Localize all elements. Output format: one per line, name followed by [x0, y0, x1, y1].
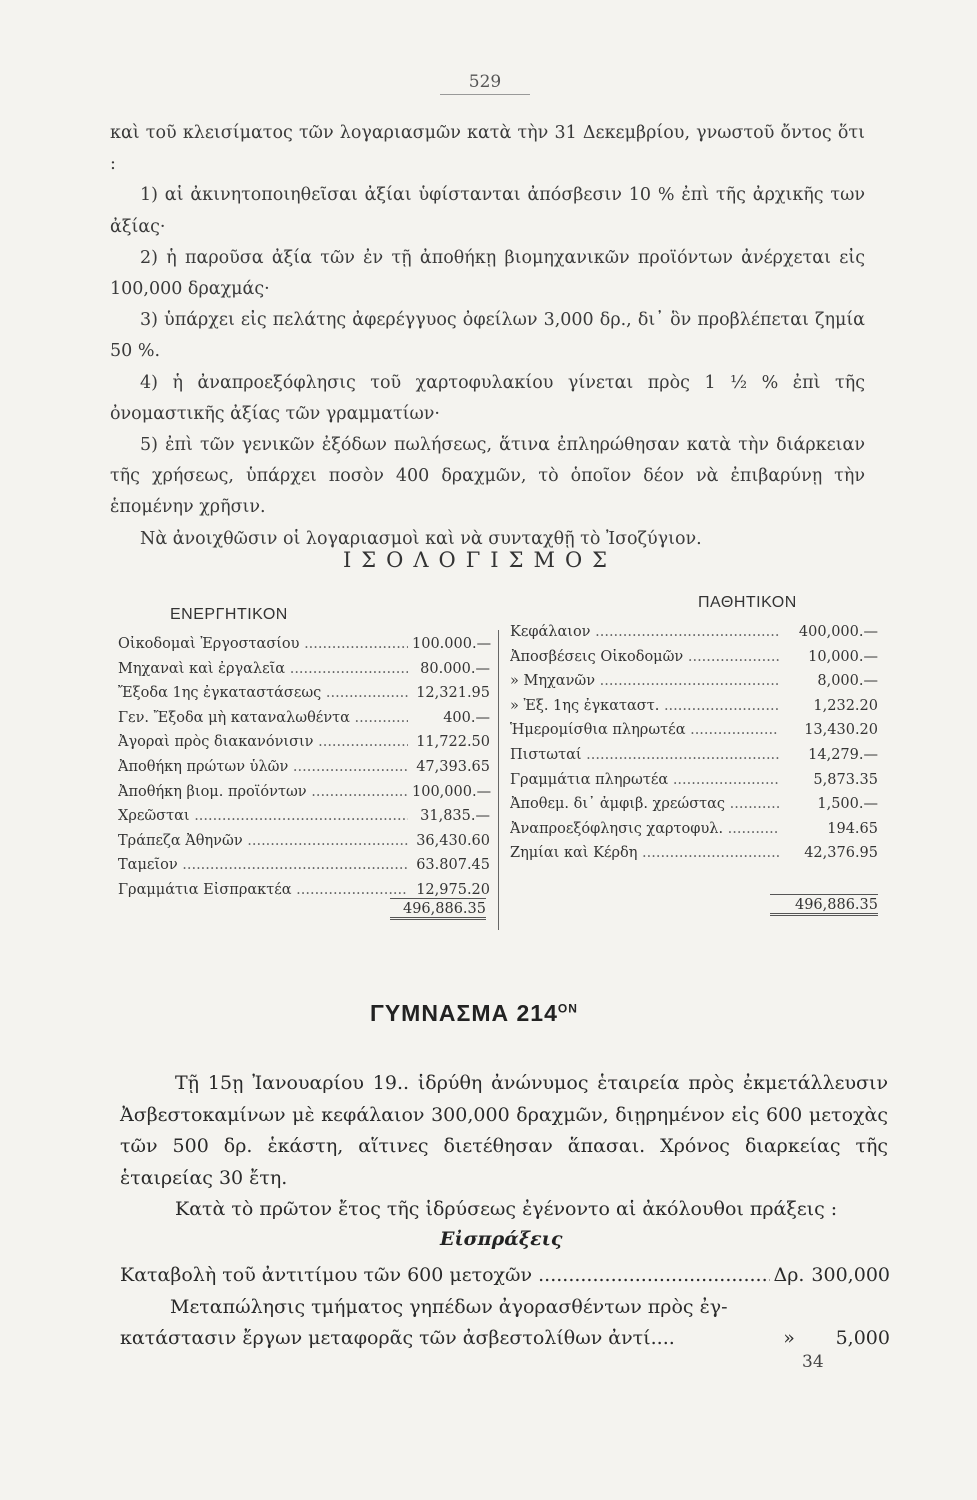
asset-label: Ἀποθήκη βιομ. προϊόντων ..... — [118, 784, 408, 800]
liabilities-table — [510, 624, 878, 870]
asset-row — [118, 759, 490, 784]
liability-value: 5,873.35 — [813, 771, 878, 788]
condition-4: 4) ἡ ἀναπροεξόφλησις τοῦ χαρτοφυλακίου γίνεται πρὸς 1 ½ % ἐπὶ τῆς ὀνομαστικῆς ἀξίας τῶν γραμματίων· — [110, 372, 865, 424]
asset-value: 80.000.— — [420, 660, 490, 677]
liability-value: 1,500.— — [817, 796, 878, 813]
liability-label: Κεφάλαιον ..... — [510, 624, 779, 640]
liabilities-heading: ΠΑΘΗΤΙΚΟΝ — [698, 594, 797, 611]
asset-row — [118, 685, 490, 710]
assets-table — [118, 636, 490, 907]
liability-label: » Ἐξ. 1ης ἐγκαταστ. ..... — [510, 698, 779, 714]
asset-label: Ταμεῖον ..... — [118, 857, 408, 873]
liabilities-total: 496,886.35 — [770, 894, 878, 916]
liability-label: » Μηχανῶν ..... — [510, 673, 779, 689]
asset-value: 63.807.45 — [416, 857, 490, 874]
sheet-signature-number: 34 — [802, 1352, 824, 1372]
liability-row — [510, 747, 878, 772]
asset-value: 400.— — [443, 709, 490, 726]
asset-label: Ἀγοραὶ πρὸς διακανόνισιν ..... — [118, 734, 408, 750]
exercise-paragraph-1: Τῇ 15ῃ Ἰανουαρίου 19.. ἱδρύθη ἀνώνυμος ἑταιρεία πρὸς ἐκμετάλλευσιν Ἀσβεστοκαμίνων μὲ κεφάλαιον 300,000 δραχμῶν, διῃρημένον εἰς 600 μετοχὰς τῶν 500 δρ. ἑκάστη, αἵτινες διετέθησαν ἅπασαι. Χρόνος διαρκείας τῆς ἑταιρείας 30 ἔτη. — [120, 1072, 888, 1189]
liability-row — [510, 649, 878, 674]
asset-row — [118, 784, 490, 809]
asset-row — [118, 857, 490, 882]
receipt-label: κατάστασιν ἔργων μεταφορᾶς τῶν ἀσβεστολίθων ἀντί.... — [120, 1327, 675, 1349]
receipt-currency: Δρ. — [773, 1264, 805, 1286]
asset-value: 11,722.50 — [416, 734, 490, 751]
receipt-currency: » — [783, 1327, 795, 1349]
exercise-title-text: ΓΥΜΝΑΣΜΑ 214 — [370, 1000, 558, 1026]
liability-value: 14,279.— — [808, 746, 878, 763]
page-number: 529 — [440, 72, 530, 95]
asset-row — [118, 636, 490, 661]
liability-value: 10,000.— — [808, 648, 878, 665]
exercise-title — [370, 1000, 670, 1027]
column-divider — [498, 630, 499, 930]
receipt-label: Μεταπώλησις τμήματος γηπέδων ἀγορασθέντων πρὸς ἐγ- — [170, 1295, 728, 1318]
asset-row — [118, 710, 490, 735]
liability-row — [510, 698, 878, 723]
condition-1: 1) αἱ ἀκινητοποιηθεῖσαι ἀξίαι ὑφίστανται ἀπόσβεσιν 10 % ἐπὶ τῆς ἀρχικῆς των ἀξίας· — [110, 185, 865, 237]
liability-label: Ζημίαι καὶ Κέρδη ..... — [510, 845, 779, 861]
liability-row — [510, 722, 878, 747]
closing-instruction: Νὰ ἀνοιχθῶσιν οἱ λογαριασμοὶ καὶ νὰ συνταχθῇ τὸ Ἰσοζύγιον. — [140, 528, 702, 549]
asset-label: Τράπεζα Ἀθηνῶν ..... — [118, 833, 408, 849]
receipts-list — [120, 1260, 890, 1355]
assets-heading: ΕΝΕΡΓΗΤΙΚΟΝ — [170, 606, 288, 623]
liability-row — [510, 624, 878, 649]
balance-sheet-title: ΙΣΟΛΟΓΙΣΜΟΣ — [342, 548, 618, 572]
asset-row — [118, 661, 490, 686]
asset-label: Γραμμάτια Εἰσπρακτέα ..... — [118, 882, 408, 898]
liability-value: 1,232.20 — [813, 697, 878, 714]
receipt-entry-line — [120, 1292, 890, 1324]
asset-value: 12,321.95 — [416, 685, 490, 702]
liability-row — [510, 796, 878, 821]
asset-label: Οἰκοδομαὶ Ἐργοστασίου ..... — [118, 636, 408, 652]
asset-row — [118, 833, 490, 858]
asset-value: 47,393.65 — [416, 758, 490, 775]
liability-label: Γραμμάτια πληρωτέα ..... — [510, 772, 779, 788]
liability-row — [510, 772, 878, 797]
liability-row — [510, 845, 878, 870]
asset-value: 100,000.— — [412, 783, 492, 800]
exercise-title-suffix: ΟΝ — [557, 1001, 578, 1016]
asset-row — [118, 808, 490, 833]
asset-label: Ἀποθήκη πρώτων ὑλῶν ..... — [118, 759, 408, 775]
receipt-amount: 5,000 — [835, 1327, 890, 1349]
liability-value: 194.65 — [827, 820, 878, 837]
liability-label: Ἀποσβέσεις Οἰκοδομῶν ..... — [510, 649, 779, 665]
asset-value: 12,975.20 — [416, 881, 490, 898]
condition-3: 3) ὑπάρχει εἰς πελάτης ἀφερέγγυος ὀφείλων 3,000 δρ., δι᾽ ὃν προβλέπεται ζημία 50 %. — [110, 310, 865, 362]
condition-2: 2) ἡ παροῦσα ἀξία τῶν ἐν τῇ ἀποθήκῃ βιομηχανικῶν προϊόντων ἀνέρχεται εἰς 100,000 δραχμάς· — [110, 247, 865, 300]
asset-label: Γεν. Ἔξοδα μὴ καταναλωθέντα ..... — [118, 710, 408, 726]
liability-label: Πιστωταί ..... — [510, 747, 779, 763]
liability-label: Ἡμερομίσθια πληρωτέα ..... — [510, 722, 779, 738]
receipt-label: Καταβολὴ τοῦ ἀντιτίμου τῶν 600 μετοχῶν ..... — [120, 1260, 770, 1292]
liability-value: 400,000.— — [798, 624, 878, 640]
liability-value: 8,000.— — [817, 673, 878, 690]
liability-value: 42,376.95 — [804, 845, 878, 862]
condition-5: 5) ἐπὶ τῶν γενικῶν ἐξόδων πωλήσεως, ἅτινα ἐπληρώθησαν κατὰ τὴν διάρκειαν τῆς χρήσεως, ὑπάρχει ποσὸν 400 δραχμῶν, τὸ ὁποῖον δέον νὰ ἐπιβαρύνῃ τὴν ἑπομένην χρῆσιν. — [110, 435, 865, 518]
exercise-paragraph-2: Κατὰ τὸ πρῶτον ἔτος τῆς ἱδρύσεως ἐγένοντο αἱ ἀκόλουθοι πράξεις : — [175, 1198, 838, 1220]
asset-value: 36,430.60 — [416, 832, 490, 849]
asset-label: Χρεῶσται ..... — [118, 808, 408, 824]
liability-value: 13,430.20 — [804, 722, 878, 739]
assets-total: 496,886.35 — [390, 898, 486, 920]
asset-value: 31,835.— — [420, 808, 490, 825]
exercise-statement — [120, 1068, 888, 1226]
liability-row — [510, 673, 878, 698]
receipt-entry — [120, 1323, 890, 1355]
asset-label: Ἔξοδα 1ης ἐγκαταστάσεως ..... — [118, 685, 408, 701]
receipt-entry — [120, 1260, 890, 1292]
liability-row — [510, 821, 878, 846]
asset-row — [118, 734, 490, 759]
receipt-amount: 300,000 — [811, 1264, 890, 1286]
problem-statement — [110, 118, 865, 555]
intro-line: καὶ τοῦ κλεισίματος τῶν λογαριασμῶν κατὰ τὴν 31 Δεκεμβρίου, γνωστοῦ ὄντος ὅτι : — [110, 123, 865, 175]
asset-label: Μηχαναὶ καὶ ἐργαλεῖα ..... — [118, 661, 408, 677]
asset-value: 100.000.— — [412, 636, 492, 652]
receipts-heading: Εἰσπράξεις — [440, 1228, 563, 1250]
liability-label: Ἀναπροεξόφλησις χαρτοφυλ. ..... — [510, 821, 779, 837]
liability-label: Ἀποθεμ. δι᾽ ἀμφιβ. χρεώστας ..... — [510, 796, 779, 812]
